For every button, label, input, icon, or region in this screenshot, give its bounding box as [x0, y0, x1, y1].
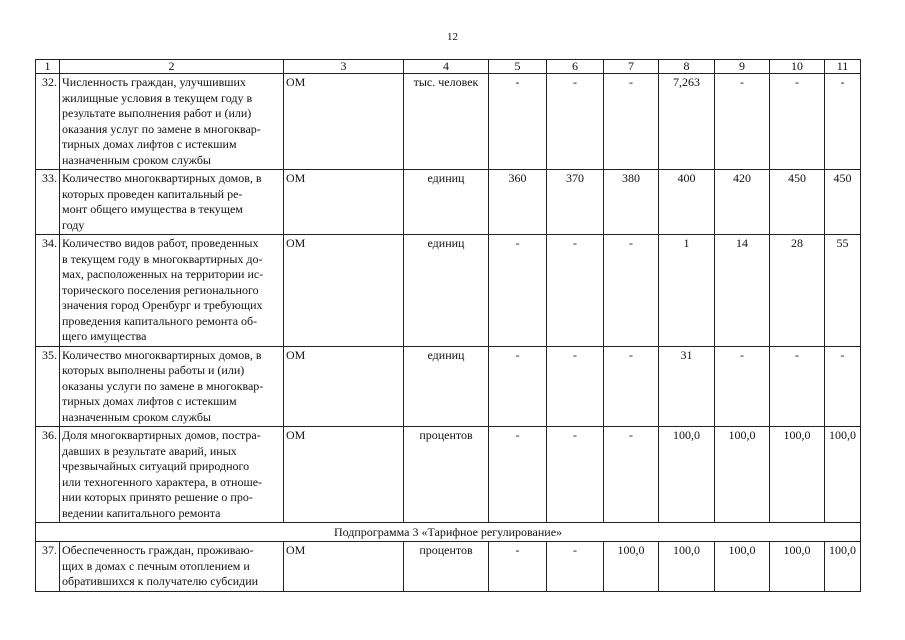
- value-cell: 100,0: [715, 427, 770, 523]
- indicator-description: [60, 235, 284, 347]
- value-cell: -: [489, 427, 547, 523]
- description-line: монт общего имущества в текущем: [62, 202, 243, 216]
- value-cell: -: [547, 542, 604, 592]
- description-line: оказаны услуги по замене в многоквар-: [62, 378, 264, 393]
- value-cell: 100,0: [825, 542, 861, 592]
- table-row: [36, 427, 861, 523]
- header-cell: 1: [36, 60, 60, 74]
- value-cell: -: [489, 74, 547, 170]
- description-line: Количество многоквартирных домов, в: [62, 347, 262, 362]
- description-line: нии которых принято решение о про-: [62, 490, 253, 504]
- value-cell: 360: [489, 170, 547, 235]
- description-line: мах, расположенных на территории ис-: [62, 267, 264, 281]
- value-cell: -: [825, 346, 861, 427]
- row-number: 36.: [36, 427, 60, 523]
- value-cell: -: [489, 346, 547, 427]
- header-cell: 8: [659, 60, 715, 74]
- unit-of-measure: единиц: [404, 170, 489, 235]
- indicator-description: [60, 170, 284, 235]
- header-cell: 6: [547, 60, 604, 74]
- value-cell: 100,0: [604, 542, 659, 592]
- table-header-row: [36, 60, 861, 74]
- indicators-table: [35, 59, 861, 592]
- row-number: 34.: [36, 235, 60, 347]
- description-line: значения город Оренбург и требующих: [62, 298, 263, 312]
- unit-of-measure: тыс. человек: [404, 74, 489, 170]
- value-cell: -: [715, 346, 770, 427]
- table-row: [36, 235, 861, 347]
- description-line: Количество видов работ, проведенных: [62, 236, 259, 250]
- value-cell: -: [604, 346, 659, 427]
- unit-of-measure: единиц: [404, 346, 489, 427]
- unit-of-measure: процентов: [404, 427, 489, 523]
- description-line: тирных домах лифтов с истекшим: [62, 394, 237, 408]
- header-cell: 5: [489, 60, 547, 74]
- indicator-description: [60, 74, 284, 170]
- value-cell: 400: [659, 170, 715, 235]
- page-number: 12: [447, 31, 458, 43]
- value-cell: -: [547, 74, 604, 170]
- value-cell: -: [547, 427, 604, 523]
- header-cell: 11: [825, 60, 861, 74]
- table-row: [36, 170, 861, 235]
- description-line: Доля многоквартирных домов, постра-: [62, 428, 261, 442]
- value-cell: 450: [770, 170, 825, 235]
- subprogram-title: Подпрограмма 3 «Тарифное регулирование»: [36, 523, 861, 542]
- indicator-type: ОМ: [284, 346, 404, 427]
- description-line: или техногенного характера, в отноше-: [62, 474, 263, 489]
- value-cell: 380: [604, 170, 659, 235]
- indicator-type: ОМ: [284, 427, 404, 523]
- description-line: году: [62, 217, 85, 232]
- description-line: назначенным сроком службы: [62, 409, 211, 424]
- description-line: Количество многоквартирных домов, в: [62, 171, 262, 185]
- indicator-description: [60, 427, 284, 523]
- description-line: которых проведен капитальный ре-: [62, 186, 243, 201]
- value-cell: -: [770, 74, 825, 170]
- row-number: 32.: [36, 74, 60, 170]
- value-cell: 100,0: [770, 427, 825, 523]
- value-cell: -: [770, 346, 825, 427]
- row-number: 35.: [36, 346, 60, 427]
- value-cell: 55: [825, 235, 861, 347]
- description-line: проведения капитального ремонта об-: [62, 313, 258, 328]
- value-cell: 28: [770, 235, 825, 347]
- description-line: результате выполнения работ и (или): [62, 106, 252, 120]
- indicator-type: ОМ: [284, 235, 404, 347]
- header-cell: 10: [770, 60, 825, 74]
- value-cell: 7,263: [659, 74, 715, 170]
- header-cell: 3: [284, 60, 404, 74]
- value-cell: 450: [825, 170, 861, 235]
- header-cell: 4: [404, 60, 489, 74]
- description-line: жилищные условия в текущем году в: [62, 90, 253, 105]
- indicator-type: ОМ: [284, 74, 404, 170]
- indicator-type: ОМ: [284, 542, 404, 592]
- value-cell: -: [489, 235, 547, 347]
- value-cell: 100,0: [715, 542, 770, 592]
- value-cell: 14: [715, 235, 770, 347]
- value-cell: 31: [659, 346, 715, 427]
- value-cell: 100,0: [659, 542, 715, 592]
- description-line: оказания услуг по замене в многоквар-: [62, 121, 261, 136]
- row-number: 37.: [36, 542, 60, 592]
- description-line: торического поселения регионального: [62, 282, 259, 297]
- value-cell: 370: [547, 170, 604, 235]
- value-cell: 420: [715, 170, 770, 235]
- value-cell: 1: [659, 235, 715, 347]
- value-cell: -: [547, 346, 604, 427]
- description-line: чрезвычайных ситуаций природного: [62, 459, 250, 473]
- header-cell: 7: [604, 60, 659, 74]
- subprogram-row: [36, 523, 861, 542]
- row-number: 33.: [36, 170, 60, 235]
- value-cell: -: [825, 74, 861, 170]
- value-cell: -: [715, 74, 770, 170]
- header-cell: 2: [60, 60, 284, 74]
- description-line: обратившихся к получателю субсидии: [62, 574, 259, 588]
- description-line: в текущем году в многоквартирных до-: [62, 251, 263, 266]
- value-cell: 100,0: [659, 427, 715, 523]
- value-cell: -: [604, 74, 659, 170]
- unit-of-measure: единиц: [404, 235, 489, 347]
- unit-of-measure: процентов: [404, 542, 489, 592]
- description-line: щего имущества: [62, 329, 147, 343]
- description-line: тирных домах лифтов с истекшим: [62, 137, 237, 151]
- table-row: [36, 346, 861, 427]
- description-line: щих в домах с печным отоплением и: [62, 558, 250, 573]
- value-cell: 100,0: [770, 542, 825, 592]
- indicator-description: [60, 542, 284, 592]
- description-line: давших в результате аварий, иных: [62, 443, 237, 458]
- indicator-description: [60, 346, 284, 427]
- description-line: которых выполнены работы и (или): [62, 363, 245, 377]
- value-cell: 100,0: [825, 427, 861, 523]
- description-line: Обеспеченность граждан, проживаю-: [62, 543, 254, 557]
- description-line: ведении капитального ремонта: [62, 505, 221, 520]
- description-line: Численность граждан, улучшивших: [62, 75, 246, 89]
- value-cell: -: [604, 427, 659, 523]
- description-line: назначенным сроком службы: [62, 152, 211, 167]
- table-row: [36, 542, 861, 592]
- value-cell: -: [547, 235, 604, 347]
- header-cell: 9: [715, 60, 770, 74]
- value-cell: -: [489, 542, 547, 592]
- value-cell: -: [604, 235, 659, 347]
- indicator-type: ОМ: [284, 170, 404, 235]
- table-row: [36, 74, 861, 170]
